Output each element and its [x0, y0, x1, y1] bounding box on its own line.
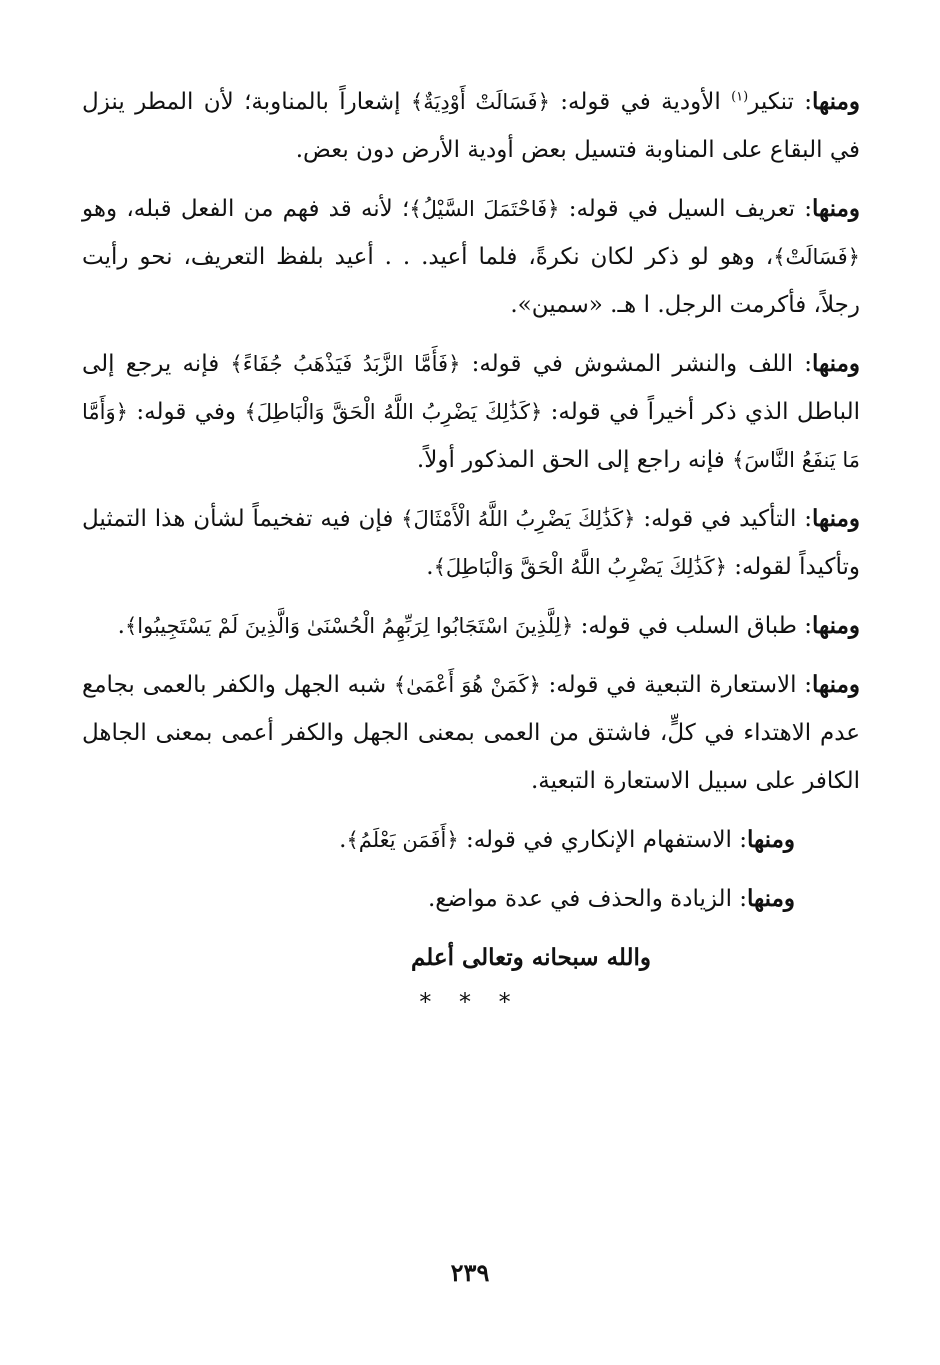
- paragraph-lead: ومنها: [812, 671, 860, 698]
- paragraph-lead: ومنها: [747, 885, 795, 912]
- paragraph-text: .: [117, 613, 125, 639]
- quran-quote: ﴿لِلَّذِينَ اسْتَجَابُوا لِرَبِّهِمُ الْحُسْنَىٰ وَالَّذِينَ لَمْ يَسْتَجِيبُوا﴾: [124, 614, 574, 638]
- paragraph-text: : الاستعارة التبعية في قوله:: [540, 672, 813, 698]
- paragraph-text: : الزيادة والحذف في عدة مواضع.: [427, 886, 748, 912]
- paragraph-5: [82, 602, 860, 650]
- paragraph-text: ؛ لأنه قد فهم من الفعل قبله، وهو: [82, 196, 410, 222]
- quran-quote: ﴿كَذَٰلِكَ يَضْرِبُ اللَّهُ الْحَقَّ وَالْبَاطِلَ﴾: [433, 555, 727, 579]
- paragraph-text: الأودية في قوله:: [549, 89, 732, 115]
- paragraph-8: [82, 875, 860, 923]
- footnote-marker: (١): [731, 89, 749, 105]
- paragraph-1: [82, 78, 860, 174]
- paragraph-text: : طباق السلب في قوله:: [573, 613, 813, 639]
- quran-quote: ﴿فَأَمَّا الزَّبَدُ فَيَذْهَبُ جُفَاءً﴾: [230, 352, 461, 376]
- paragraph-text: إشعاراً بالمناوبة؛ لأن المطر ينزل في البقاع على المناوبة فتسيل بعض أودية الأرض دون بعض.: [82, 89, 860, 163]
- quran-quote: ﴿فَاحْتَمَلَ السَّيْلُ﴾: [409, 197, 560, 221]
- paragraph-lead: ومنها: [812, 350, 860, 377]
- paragraph-text: : الاستفهام الإنكاري في قوله:: [458, 827, 748, 853]
- paragraph-lead: ومنها: [812, 612, 860, 639]
- quran-quote: ﴿كَذَٰلِكَ يَضْرِبُ اللَّهُ الْحَقَّ وَالْبَاطِلَ﴾: [244, 400, 543, 424]
- quran-quote: ﴿كَمَنْ هُوَ أَعْمَىٰ﴾: [393, 673, 541, 697]
- paragraph-4: [82, 495, 860, 591]
- quran-quote: ﴿أَفَمَن يَعْلَمُ﴾: [346, 828, 459, 852]
- paragraph-text: ، وهو لو ذكر لكان نكرةً، فلما أعيد. . . أعيد بلفظ التعريف، نحو رأيت رجلاً، فأكرمت الرجل. ا هـ. «سمين».: [82, 244, 860, 318]
- paragraph-text: فإنه راجع إلى الحق المذكور أولاً.: [416, 447, 733, 473]
- page-number: ٢٣٩: [450, 1258, 490, 1287]
- paragraph-text: : التأكيد في قوله:: [635, 506, 813, 532]
- paragraph-lead: ومنها: [812, 505, 860, 532]
- paragraph-text: : تعريف السيل في قوله:: [559, 196, 813, 222]
- paragraph-7: [82, 816, 860, 864]
- paragraph-text: .: [426, 554, 434, 580]
- paragraph-lead: ومنها: [812, 88, 861, 115]
- paragraph-lead: ومنها: [812, 195, 861, 222]
- quran-quote: ﴿وَأَمَّا مَا يَنفَعُ النَّاسَ﴾: [82, 400, 860, 472]
- closing-line: والله سبحانه وتعالى أعلم: [410, 944, 652, 971]
- page-body: [82, 78, 860, 982]
- paragraph-text: فإن فيه تفخيماً لشأن هذا التمثيل وتأكيداً لقوله:: [82, 506, 860, 580]
- paragraph-3: [82, 340, 860, 484]
- paragraph-6: [82, 661, 860, 805]
- section-separator: * * *: [419, 988, 521, 1016]
- paragraph-text: شبه الجهل والكفر بالعمى بجامع عدم الاهتداء في كلٍّ، فاشتق من العمى بمعنى الجهل والكفر أعمى بمعنى الجاهل الكافر على سبيل الاستعارة التبعية.: [82, 672, 860, 794]
- paragraph-lead: ومنها: [747, 826, 795, 853]
- paragraph-2: [82, 185, 860, 329]
- quran-quote: ﴿فَسَالَتْ أَوْدِيَةٌ﴾: [410, 90, 550, 114]
- quran-quote: ﴿فَسَالَتْ﴾: [773, 245, 860, 269]
- paragraph-text: .: [339, 827, 347, 853]
- paragraph-text: : اللف والنشر المشوش في قوله:: [460, 351, 813, 377]
- paragraph-text: : تنكير: [748, 89, 813, 115]
- paragraph-text: فإنه يرجع إلى الباطل الذي ذكر أخيراً في قوله:: [82, 351, 860, 425]
- paragraph-text: وفي قوله:: [127, 399, 245, 425]
- quran-quote: ﴿كَذَٰلِكَ يَضْرِبُ اللَّهُ الْأَمْثَالَ﴾: [401, 507, 636, 531]
